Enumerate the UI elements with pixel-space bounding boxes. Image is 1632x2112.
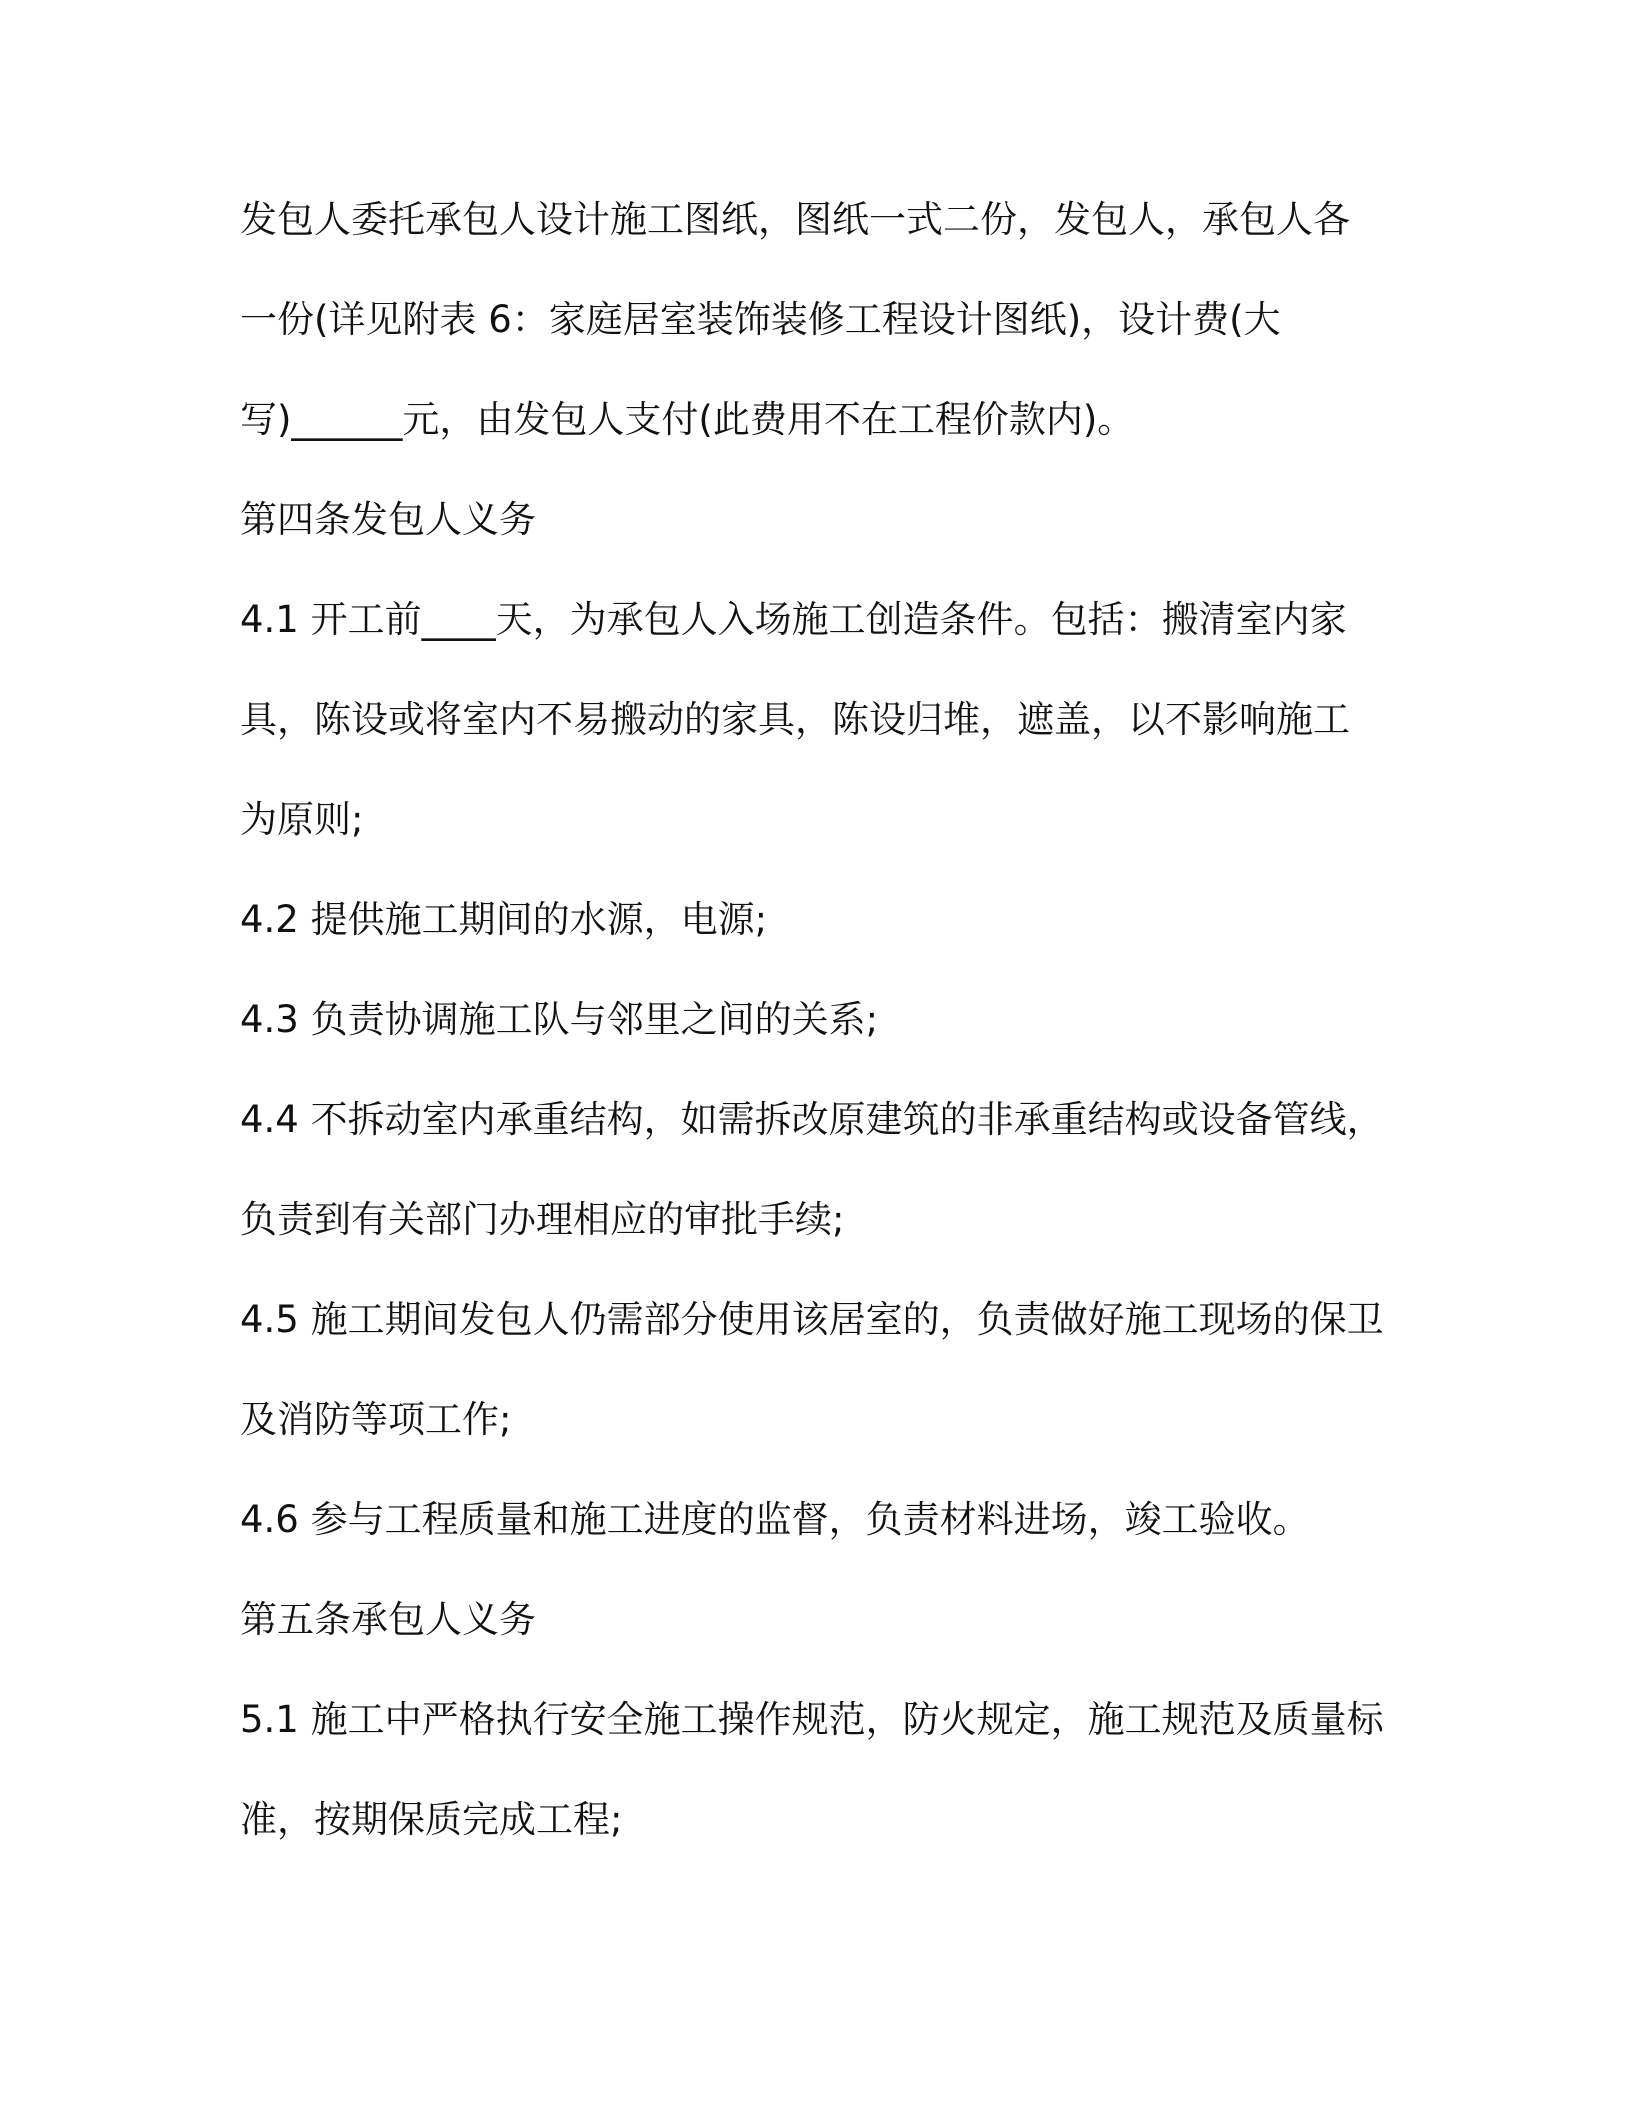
text-line: 4.4 不拆动室内承重结构，如需拆改原建筑的非承重结构或设备管线， (240, 1098, 1384, 1141)
text-line: 准，按期保质完成工程; (240, 1798, 623, 1841)
text-line: 发包人委托承包人设计施工图纸，图纸一式二份，发包人，承包人各 (240, 198, 1350, 241)
text-line: 4.3 负责协调施工队与邻里之间的关系; (240, 998, 879, 1041)
text-line: 写)______元，由发包人支付(此费用不在工程价款内)。 (240, 398, 1135, 441)
text-line: 为原则; (240, 798, 364, 841)
text-line: 一份(详见附表 6：家庭居室装饰装修工程设计图纸)，设计费(大 (240, 298, 1281, 341)
text-line: 4.1 开工前____天，为承包人入场施工创造条件。包括：搬清室内家 (240, 598, 1347, 641)
text-line: 及消防等项工作; (240, 1398, 512, 1441)
text-line: 4.5 施工期间发包人仍需部分使用该居室的，负责做好施工现场的保卫 (240, 1298, 1384, 1341)
text-line: 具，陈设或将室内不易搬动的家具，陈设归堆，遮盖，以不影响施工 (240, 698, 1350, 741)
text-line: 负责到有关部门办理相应的审批手续; (240, 1198, 845, 1241)
text-line: 4.6 参与工程质量和施工进度的监督，负责材料进场，竣工验收。 (240, 1498, 1310, 1541)
text-line: 5.1 施工中严格执行安全施工操作规范，防火规定，施工规范及质量标 (240, 1698, 1384, 1741)
section-heading: 第四条发包人义务 (240, 498, 536, 541)
section-heading: 第五条承包人义务 (240, 1598, 536, 1641)
text-line: 4.2 提供施工期间的水源，电源; (240, 898, 768, 941)
